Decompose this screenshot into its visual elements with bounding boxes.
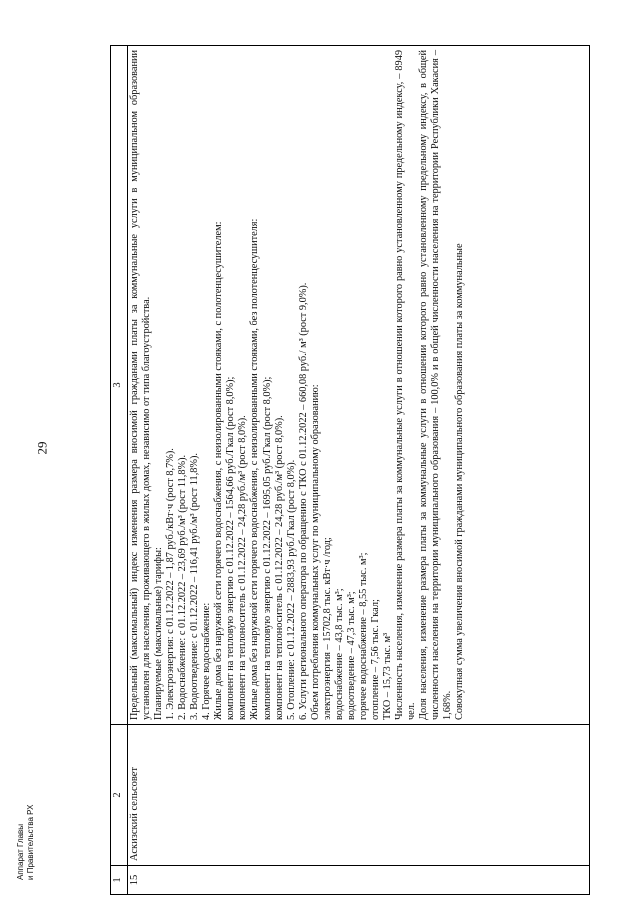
detail-line: компонент на теплоноситель с 01.12.2022 – 24,28 руб./м³ (рост 8,0%). (237, 415, 249, 720)
header-cell-2: 2 (111, 725, 128, 866)
detail-line: 4. Горячее водоснабжение: (201, 602, 213, 720)
detail-line: 1. Электроэнергия: с 01.12.2022 – 1,87 руб./кВт·ч (рост 8,7%). (165, 448, 177, 720)
header-cell-3: 3 (111, 46, 128, 725)
detail-line: Жилые дома без наружной сети горячего водоснабжения, с неизолированными стояками, с полотенцесушителем: (213, 221, 225, 720)
detail-line: 6. Услуги регионального оператора по обращению с ТКО с 01.12.2022 – 660,08 руб./ м³ (рост 9,0%). (297, 282, 309, 720)
detail-line: водоотведение – 47,3 тыс. м³; (345, 591, 357, 720)
detail-line: Планируемые (максимальные) тарифы: (153, 547, 165, 720)
rotated-table-container (110, 45, 590, 895)
row-number: 15 (128, 866, 590, 895)
detail-line: 3. Водоотведение: с 01.12.2022 – 116,41 руб./м³ (рост 11,8%). (189, 453, 201, 720)
detail-line: Численность населения, изменение размера платы за коммунальные услуги в отношении которого равно установленному предельному индексу, – 8949 чел. (394, 50, 418, 720)
header-cell-1: 1 (111, 866, 128, 895)
page-number: 29 (34, 441, 50, 455)
detail-line: электроэнергия – 15702,8 тыс. кВт·ч /год; (321, 537, 333, 720)
detail-line: компонент на теплоноситель с 01.12.2022 – 24,28 руб./м³ (рост 8,0%). (273, 415, 285, 720)
detail-line: отопление – 7,56 тыс. Гкал; (369, 599, 381, 720)
detail-line: Предельный (максимальный) индекс изменения размера вносимой гражданами платы за коммунальные услуги в муниципальном образовании установлен для населения, проживающего в жилых домах, независимо от типа благоустройства. (129, 50, 153, 720)
municipality-name: Аскизский сельсовет (128, 725, 590, 866)
detail-line: Объем потребления коммунальных услуг по муниципальному образованию: (309, 384, 321, 720)
footer-stamp (16, 805, 36, 880)
detail-line: 5. Отопление: с 01.12.2022 – 2883,93 руб./Гкал (рост 8,0%). (285, 459, 297, 720)
detail-line: компонент на тепловую энергию с 01.12.2022 – 1564,66 руб./Гкал (рост 8,0%); (225, 376, 237, 720)
table-row (128, 46, 590, 895)
detail-line: 2. Водоснабжение: с 01.12.2022 – 23,69 руб./м³ (рост 11,8%). (177, 454, 189, 720)
detail-line: компонент на тепловую энергию с 01.12.2022 – 1695,05 руб./Гкал (рост 8,0%); (261, 376, 273, 720)
footer-stamp-line: Аппарат Главы (16, 823, 25, 880)
detail-line: водоснабжение – 43,8 тыс. м³; (333, 588, 345, 720)
detail-line: ТКО – 15,73 тыс. м³ (381, 632, 393, 720)
data-table (110, 45, 590, 895)
table-header-row (111, 46, 128, 895)
detail-line: Совокупная сумма увеличения вносимой гражданами муниципального образования платы за коммунальные (454, 243, 466, 720)
detail-line: Жилые дома без наружной сети горячего водоснабжения, с неизолированными стояками, без полотенцесушителя: (249, 218, 261, 720)
detail-line: горячее водоснабжение – 8,55 тыс. м³; (357, 552, 369, 720)
row-details (128, 46, 590, 725)
detail-line: Доля населения, изменение размера платы за коммунальные услуги в отношении которого равно установленному предельному индексу, в общей численности населения на территории муниципального образования – 100,0% и в общей численности населения на территории Республики Хакасия – 1,68%. (418, 50, 454, 720)
footer-stamp-line: и Правительства РХ (26, 804, 35, 880)
